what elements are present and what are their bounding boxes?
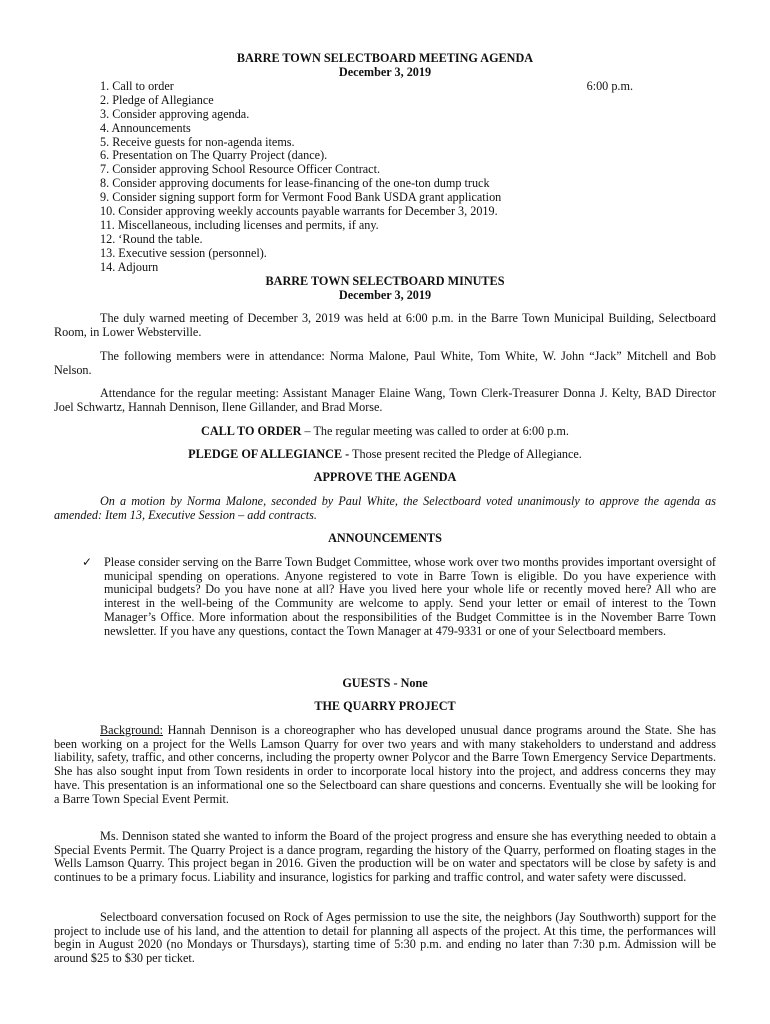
guests-heading: GUESTS - None <box>342 676 428 690</box>
agenda-date: December 3, 2019 <box>338 65 432 79</box>
agenda-item: 6. Presentation on The Quarry Project (dance). <box>100 148 328 163</box>
minutes-paragraph-opening: The duly warned meeting of December 3, 2019 was held at 6:00 p.m. in the Barre Town Municipal Building, Selectboard Room, in Lower Websterville. <box>54 311 716 339</box>
checkmark-icon: ✓ <box>82 555 93 569</box>
quarry-project-heading: THE QUARRY PROJECT <box>314 699 456 713</box>
minutes-paragraph-attendance: Attendance for the regular meeting: Assistant Manager Elaine Wang, Town Clerk-Treasurer Donna J. Kelty, BAD Director Joel Schwartz, Hannah Dennison, Ilene Gillander, and Brad Morse. <box>54 386 716 414</box>
agenda-item: 1. Call to order 6:00 p.m. <box>100 79 633 93</box>
call-to-order-text: – The regular meeting was called to order at 6:00 p.m. <box>301 424 569 438</box>
agenda-item: 13. Executive session (personnel). <box>100 245 267 260</box>
approve-agenda-motion: On a motion by Norma Malone, seconded by Paul White, the Selectboard voted unanimously to approve the agenda as amended: Item 13, Executive Session – add contracts. <box>54 494 716 522</box>
background-text: Hannah Dennison is a choreographer who has developed unusual dance programs around the State. She has been working on a project for the Wells Lamson Quarry for over two years and with many stakeholders to understand and address liability, safety, traffic, and other concerns, including the property owner Polycor and the Barre Town Emergency Service Departments. She has also sought input from Town residents in order to incorporate local history into the project, and address concerns they may have. This presentation is an informational one so the Selectboard can share questions and concerns. Eventually she will be looking for a Barre Town Special Event Permit. <box>54 723 716 806</box>
minutes-title: BARRE TOWN SELECTBOARD MINUTES <box>265 274 505 288</box>
background-label: Background: <box>100 723 163 737</box>
agenda-item: 5. Receive guests for non-agenda items. <box>100 134 295 149</box>
dennison-paragraph: Ms. Dennison stated she wanted to inform the Board of the project progress and ensure she has everything needed to obtain a Special Events Permit. The Quarry Project is a dance program, regarding the history of the Quarry, performed on floating stages in the Wells Lamson Quarry. This project began in 2016. Given the production will be on water and spectators will be close by safety is and continues to be a primary focus. Liability and insurance, logistics for parking and traffic control, and water safety were discussed. <box>54 829 716 885</box>
agenda-item: 10. Consider approving weekly accounts payable warrants for December 3, 2019. <box>100 204 498 219</box>
agenda-item: 7. Consider approving School Resource Officer Contract. <box>100 162 381 177</box>
agenda-item: 3. Consider approving agenda. <box>100 106 250 121</box>
agenda-item: 12. ‘Round the table. <box>100 231 203 246</box>
call-to-order-line <box>0 425 770 439</box>
agenda-item: 11. Miscellaneous, including licenses and permits, if any. <box>100 217 379 232</box>
pledge-line <box>0 448 770 462</box>
conversation-paragraph: Selectboard conversation focused on Rock of Ages permission to use the site, the neighbors (Jay Southworth) support for the project to include use of his land, and the attention to detail for planning all aspects of the project. At this time, the performances will begin in August 2020 (no Mondays or Thursdays), starting time of 5:30 p.m. and ending no later than 7:30 p.m. Admission will be around $25 to $30 per ticket. <box>54 910 716 966</box>
approve-agenda-heading: APPROVE THE AGENDA <box>313 470 457 484</box>
agenda-item: 2. Pledge of Allegiance <box>100 92 214 107</box>
agenda-item: 4. Announcements <box>100 120 191 135</box>
agenda-item: 8. Consider approving documents for lease-financing of the one-ton dump truck <box>100 176 490 191</box>
pledge-label: PLEDGE OF ALLEGIANCE - <box>188 447 350 461</box>
announcement-text: Please consider serving on the Barre Town Budget Committee, whose work over two months provides important oversight of municipal spending on operations. Anyone registered to vote in Barre Town is eligible. Do you have experience with municipal budgets? Do you have none at all? Have you lived here your whole life or recently moved here? All who are interest in the well-being of the Community are welcome to apply. Send your letter or email of interest to the Town Manager’s Office. More information about the responsibilities of the Budget Committee is in the November Barre Town newsletter. If you have any questions, contact the Town Manager at 479-9331 or one of your Selectboard members. <box>104 555 716 638</box>
announcements-heading: ANNOUNCEMENTS <box>328 531 442 545</box>
background-paragraph <box>54 724 716 806</box>
minutes-paragraph-members: The following members were in attendance: Norma Malone, Paul White, Tom White, W. John “Jack” Mitchell and Bob Nelson. <box>54 349 716 377</box>
pledge-text: Those present recited the Pledge of Allegiance. <box>349 447 582 461</box>
minutes-date: December 3, 2019 <box>338 288 432 302</box>
agenda-title: BARRE TOWN SELECTBOARD MEETING AGENDA <box>236 51 534 65</box>
agenda-item: 9. Consider signing support form for Vermont Food Bank USDA grant application <box>100 190 502 205</box>
agenda-list <box>100 80 660 274</box>
call-to-order-label: CALL TO ORDER <box>201 424 302 438</box>
agenda-time: 6:00 p.m. <box>586 79 633 93</box>
agenda-item: 14. Adjourn <box>100 259 159 274</box>
announcement-bullet <box>82 556 716 638</box>
